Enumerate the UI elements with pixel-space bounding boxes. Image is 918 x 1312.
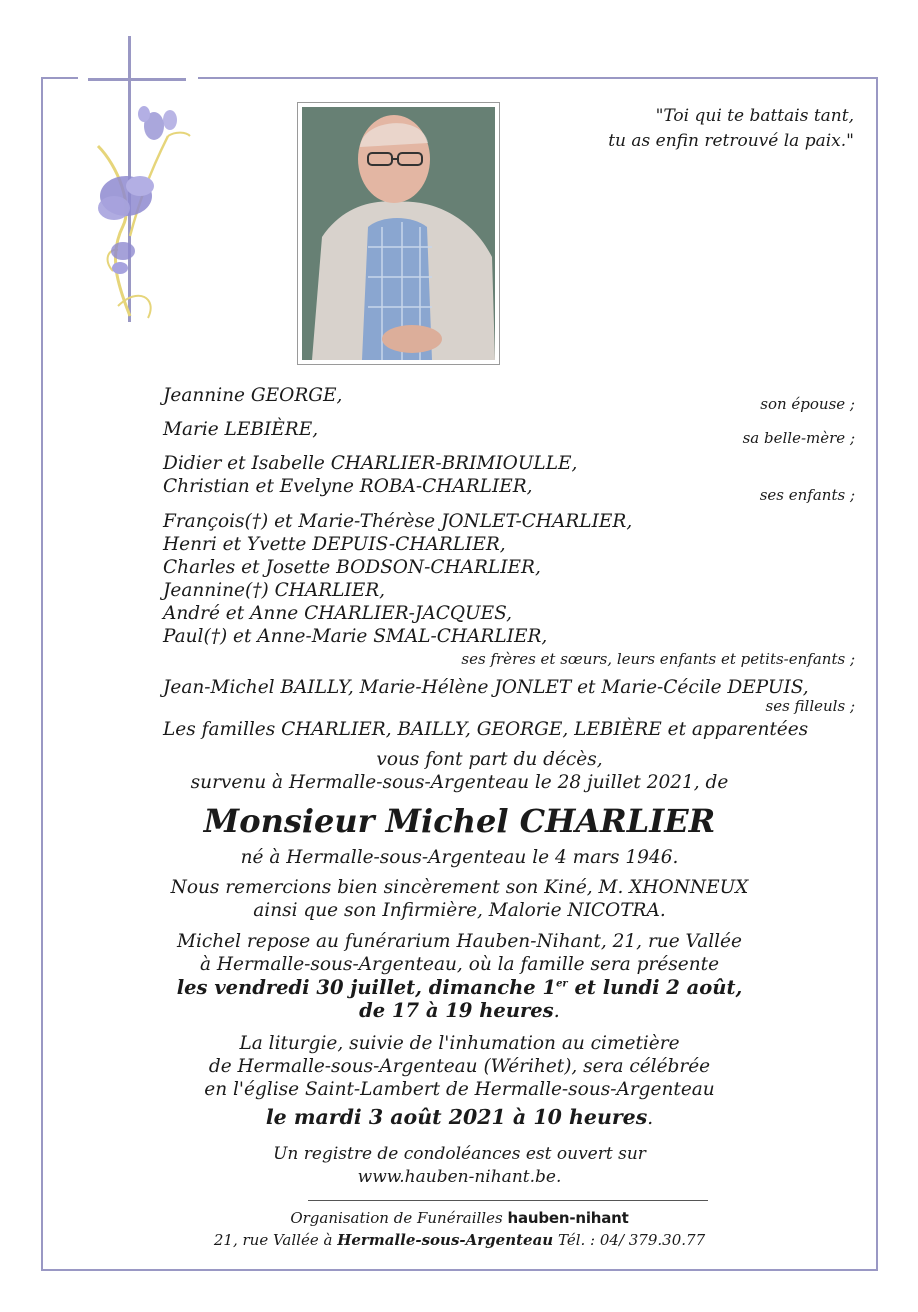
liturgy-date: le mardi 3 août 2021 à 10 heures	[265, 1105, 648, 1129]
liturgy-date-line	[41, 1105, 878, 1130]
visitation-dates-sup: er	[556, 978, 568, 990]
announcement	[41, 748, 878, 794]
mourner-relation: ses enfants ;	[759, 486, 855, 504]
footer	[41, 1207, 878, 1251]
mourner-name: Jeannine GEORGE,	[163, 385, 343, 406]
liturgy-line-2: de Hermalle-sous-Argenteau (Wérihet), sera célébrée	[208, 1056, 711, 1077]
mourner-group	[163, 510, 855, 676]
mourner-group	[163, 452, 855, 510]
registry	[41, 1143, 878, 1189]
mourner-group	[163, 718, 855, 741]
mourner-name: Jean-Michel BAILLY, Marie-Hélène JONLET et Marie-Cécile DEPUIS,	[163, 677, 809, 698]
mourners-list	[163, 384, 855, 741]
announcement-line-1: vous font part du décès,	[376, 749, 603, 770]
visitation-dates-end: et lundi 2 août,	[567, 976, 743, 999]
birth-info: né à Hermalle-sous-Argenteau le 4 mars 1946.	[240, 847, 679, 868]
announcement-line-2: survenu à Hermalle-sous-Argenteau le 28 juillet 2021, de	[190, 772, 729, 793]
registry-url[interactable]: www.hauben-nihant.be.	[357, 1167, 562, 1187]
mourner-name: Christian et Evelyne ROBA-CHARLIER,	[163, 476, 533, 497]
thanks-line-1: Nous remercions bien sincèrement son Kiné, M. XHONNEUX	[170, 877, 749, 898]
mourner-name: Paul(†) et Anne-Marie SMAL-CHARLIER,	[163, 626, 548, 647]
mourner-group	[163, 418, 855, 452]
visitation-hours-period: .	[553, 999, 560, 1022]
mourner-relation: ses filleuls ;	[765, 697, 855, 715]
footer-phone: Tél. : 04/ 379.30.77	[557, 1231, 706, 1249]
visitation-line-2: à Hermalle-sous-Argenteau, où la famille sera présente	[199, 954, 720, 975]
mourner-name: André et Anne CHARLIER-JACQUES,	[163, 603, 513, 624]
visitation-hours-line	[41, 999, 878, 1022]
mourner-name: Didier et Isabelle CHARLIER-BRIMIOULLE,	[163, 453, 578, 474]
visitation-hours: de 17 à 19 heures	[359, 999, 554, 1022]
mourner-relation: ses frères et sœurs, leurs enfants et petits-enfants ;	[461, 650, 855, 668]
thanks-line-2: ainsi que son Infirmière, Malorie NICOTRA.	[253, 900, 666, 921]
liturgy-line-1: La liturgie, suivie de l'inhumation au cimetière	[239, 1033, 680, 1054]
liturgy-date-period: .	[647, 1108, 654, 1129]
visitation-line-1: Michel repose au funérarium Hauben-Nihant, 21, rue Vallée	[177, 931, 742, 952]
divider	[308, 1200, 708, 1201]
portrait-photo	[297, 102, 500, 365]
quote-line-1: "Toi qui te battais tant,	[655, 106, 854, 126]
cross-flower-icon	[78, 36, 198, 332]
mourner-name: Jeannine(†) CHARLIER,	[163, 580, 386, 601]
footer-org-prefix: Organisation de Funérailles	[290, 1209, 503, 1227]
mourner-relation: sa belle-mère ;	[742, 429, 855, 447]
footer-address-street: 21, rue Vallée à	[213, 1231, 333, 1249]
liturgy-line-3: en l'église Saint-Lambert de Hermalle-sous-Argenteau	[204, 1079, 715, 1100]
footer-address	[41, 1229, 878, 1251]
quote	[524, 104, 854, 154]
liturgy	[41, 1032, 878, 1101]
mourner-name: Charles et Josette BODSON-CHARLIER,	[163, 557, 541, 578]
visitation	[41, 930, 878, 1022]
brand-logo: hauben-nihant	[507, 1209, 629, 1227]
portrait-image	[302, 107, 495, 360]
registry-line-1: Un registre de condoléances est ouvert sur	[273, 1144, 646, 1164]
mourner-group	[163, 384, 855, 418]
deceased-name: Monsieur Michel CHARLIER	[203, 802, 716, 840]
mourner-relation: son épouse ;	[760, 395, 855, 413]
mourner-name: Henri et Yvette DEPUIS-CHARLIER,	[163, 534, 506, 555]
thanks	[41, 876, 878, 922]
visitation-dates-start: les vendredi 30 juillet, dimanche 1	[176, 976, 557, 999]
mourner-name: François(†) et Marie-Thérèse JONLET-CHARLIER,	[163, 511, 633, 532]
quote-line-2: tu as enfin retrouvé la paix."	[608, 131, 854, 151]
mourner-name: Marie LEBIÈRE,	[163, 419, 319, 440]
visitation-dates	[41, 976, 878, 999]
footer-org	[41, 1207, 878, 1229]
mourner-group	[163, 676, 855, 718]
mourner-name: Les familles CHARLIER, BAILLY, GEORGE, LEBIÈRE et apparentées	[163, 719, 809, 740]
footer-address-city: Hermalle-sous-Argenteau	[337, 1231, 554, 1249]
